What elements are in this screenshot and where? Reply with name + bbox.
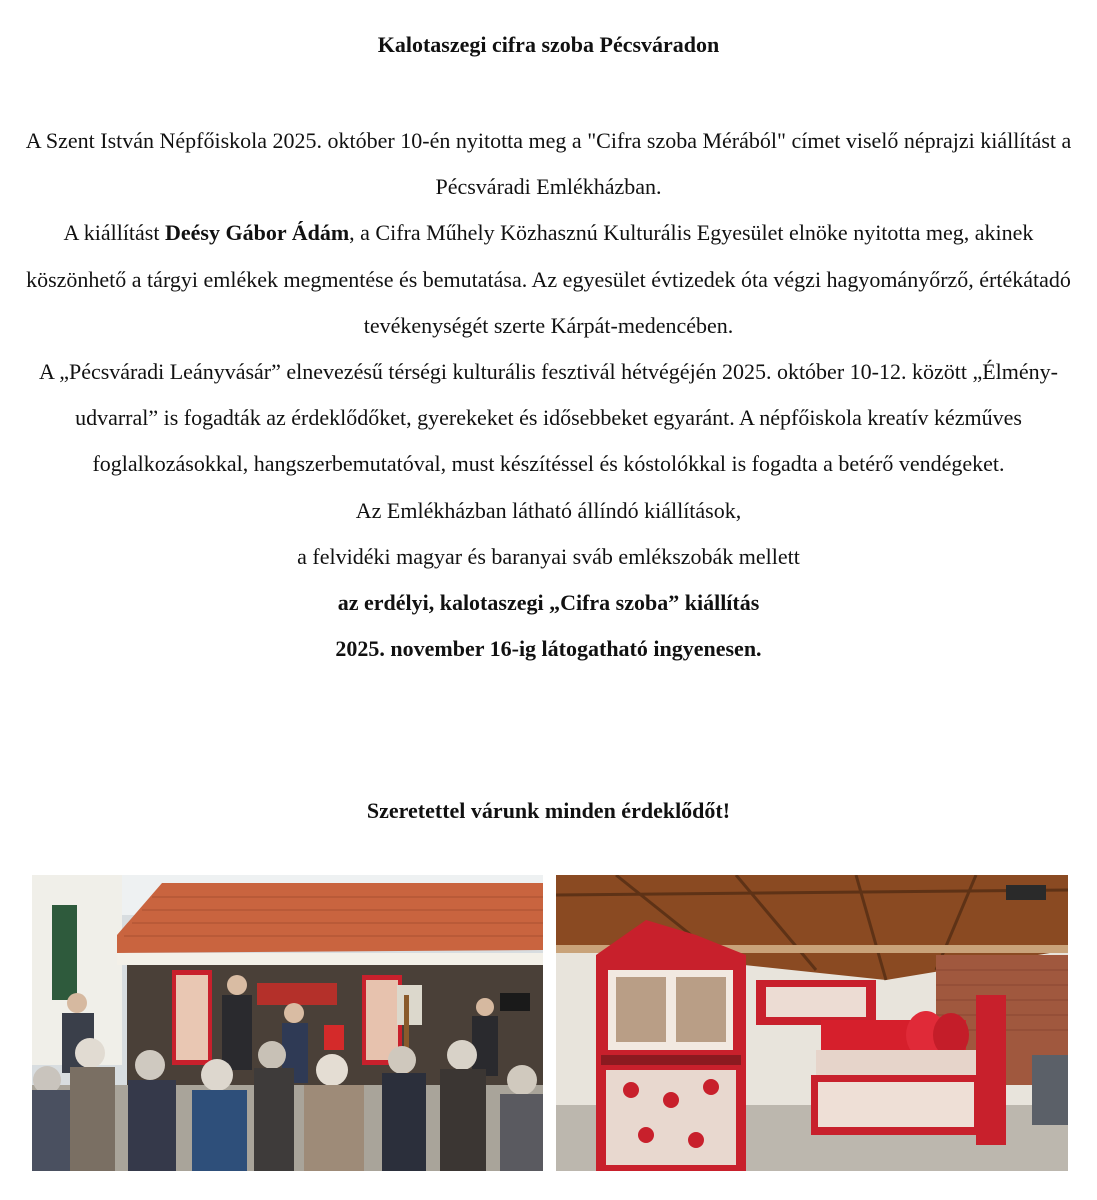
paragraph-opening: A Szent István Népfőiskola 2025. október 10-én nyitotta meg a "Cifra szoba Mérából" címet viselő néprajzi kiállítást a Pécsváradi Emlékházban. <box>25 128 1072 200</box>
painted-furniture-photo <box>556 875 1068 1171</box>
line-exhibitions: Az Emlékházban látható állíndó kiállítások, <box>355 497 742 523</box>
paragraph-festival: A „Pécsváradi Leányvásár” elnevezésű térségi kulturális fesztivál hétvégéjén 2025. október 10-12. között „Élmény-udvarral” is fogadták az érdeklődőket, gyerekeket és idősebbeket egyaránt. A népfőiskola kreatív kézműves foglalkozásokkal, hangszerbemutatóval, must készítéssel és kóstolókkal is fogadta a betérő vendégeket. <box>39 359 1058 477</box>
line-memorial-rooms: a felvidéki magyar és baranyai sváb emlékszobák mellett <box>297 543 800 569</box>
opener-name: Deésy Gábor Ádám <box>165 220 350 246</box>
page-title: Kalotaszegi cifra szoba Pécsváradon <box>377 32 720 57</box>
paragraph-opener <box>24 210 1073 349</box>
paragraph-opener-rest: , a Cifra Műhely Közhasznú Kulturális Egyesület elnöke nyitotta meg, akinek köszönhető a tárgyi emlékek megmentése és bemutatása. Az egyesület évtizedek óta végzi hagyományőrző, értékátadó tevékenységét szerte Kárpát-medencében. <box>26 220 1071 338</box>
line-cifra-exhibition: az erdélyi, kalotaszegi „Cifra szoba” kiállítás <box>337 590 760 616</box>
article-body <box>24 118 1073 672</box>
paragraph-opener-start: A kiállítást <box>63 220 165 246</box>
line-visiting-date: 2025. november 16-ig látogatható ingyenesen. <box>335 636 762 662</box>
opening-crowd-photo <box>32 875 543 1171</box>
closing-invitation: Szeretettel várunk minden érdeklődőt! <box>366 798 731 823</box>
